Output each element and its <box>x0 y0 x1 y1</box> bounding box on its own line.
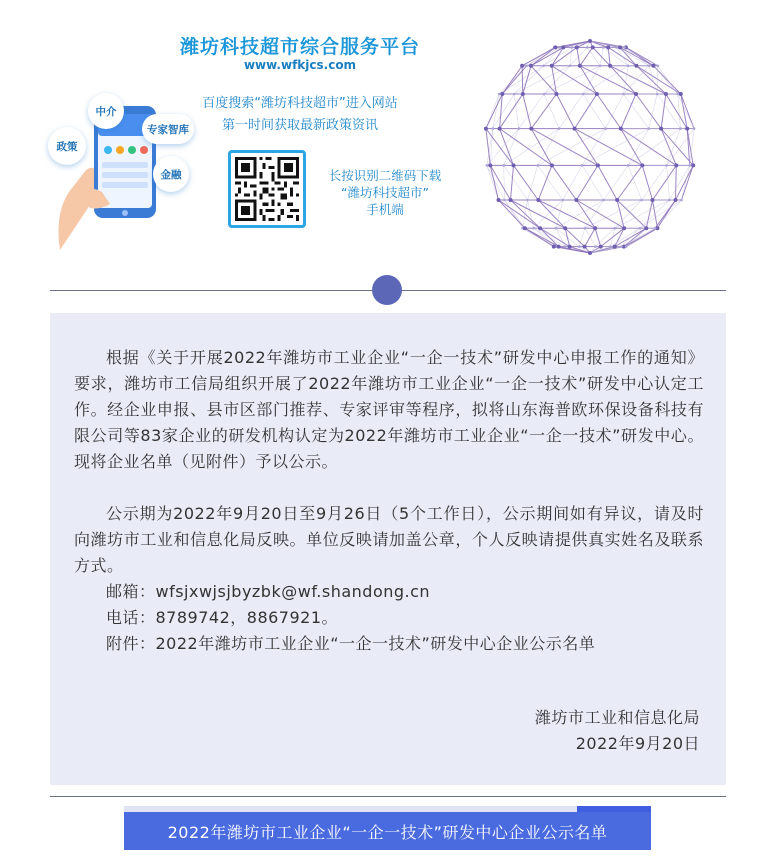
contact-email[interactable]: 邮箱：wfsjxwjsjbyzbk@wf.shandong.cn <box>106 582 431 601</box>
sphere-node <box>561 45 565 49</box>
sphere-edge <box>597 94 621 129</box>
sphere-node <box>502 164 505 167</box>
sphere-edge <box>661 94 666 129</box>
sphere-edge <box>617 165 642 200</box>
sphere-edge <box>500 129 552 166</box>
notice-paragraph-2: 公示期为2022年9月20日至9月26日（5个工作日），公示期间如有异议，请及时向潍坊市工业和信息化局反映。单位反映请加盖公章，个人反映请提供真实姓名及联系方式。 <box>74 504 704 575</box>
sphere-node <box>627 164 630 167</box>
sphere-node <box>520 64 524 68</box>
qr-code-icon <box>235 157 299 221</box>
sphere-edge <box>514 165 539 200</box>
sphere-node <box>615 198 619 202</box>
sphere-node <box>614 227 617 230</box>
sphere-edge <box>593 47 610 65</box>
sphere-edge <box>615 200 642 228</box>
section-divider-bottom <box>50 796 726 797</box>
sphere-edge <box>559 94 583 129</box>
promo-search-line: 百度搜索“潍坊科技超市”进入网站 <box>202 96 398 111</box>
sphere-node <box>691 163 695 167</box>
qr-caption-1: 长按识别二维码下载 <box>328 168 442 183</box>
sphere-edge <box>528 165 538 200</box>
sphere-edge <box>544 66 570 94</box>
sphere-node <box>573 127 577 131</box>
sphere-node <box>599 245 603 249</box>
sphere-edge <box>621 228 655 246</box>
sphere-edge <box>636 66 666 94</box>
sphere-node <box>559 46 562 49</box>
sphere-edge <box>649 94 658 129</box>
sphere-node <box>586 46 589 49</box>
sphere-edge <box>519 94 544 129</box>
sphere-edge <box>538 129 606 166</box>
sphere-node <box>529 127 533 131</box>
sphere-node <box>676 93 679 96</box>
sphere-edge <box>538 165 552 200</box>
network-sphere-graphic <box>478 35 702 259</box>
sphere-node <box>618 45 622 49</box>
sphere-node <box>563 226 567 230</box>
sphere-node <box>488 163 492 167</box>
sphere-edge <box>544 94 559 129</box>
sphere-node <box>509 198 513 202</box>
sphere-node <box>606 45 610 49</box>
sphere-edge <box>552 66 597 94</box>
sphere-node <box>685 127 689 131</box>
sphere-edge <box>655 200 681 228</box>
sphere-edge <box>487 165 505 200</box>
sphere-node <box>604 127 607 130</box>
sphere-node <box>536 198 540 202</box>
sphere-node <box>525 65 528 68</box>
sphere-edge <box>557 94 575 129</box>
qr-caption-2: “潍坊科技超市” <box>341 185 429 200</box>
attachment-title: 2022年潍坊市工业企业“一企一技术”研发中心企业公示名单 <box>167 822 608 842</box>
sphere-node <box>619 127 623 131</box>
sphere-node <box>578 245 581 248</box>
sphere-node <box>532 227 535 230</box>
sphere-node <box>674 198 678 202</box>
sphere-node <box>680 199 683 202</box>
expert-bubble: 专家智库 <box>142 114 194 144</box>
sphere-edge <box>490 165 498 200</box>
qr-caption-3: 手机端 <box>366 202 404 217</box>
sphere-node <box>588 251 592 255</box>
sphere-edge <box>625 47 658 65</box>
sphere-edge <box>575 94 597 129</box>
sphere-node <box>492 127 495 130</box>
qr-code[interactable] <box>228 150 306 228</box>
sphere-node <box>583 245 587 249</box>
promo-news-line: 第一时间获取最新政策资讯 <box>221 118 378 133</box>
sphere-node <box>620 245 623 248</box>
sphere-node <box>625 245 628 248</box>
sphere-node <box>555 92 559 96</box>
sphere-node <box>640 163 644 167</box>
sphere-edge <box>565 228 584 246</box>
sphere-edge <box>646 200 652 228</box>
sphere-edge <box>682 165 694 200</box>
signer-name: 潍坊市工业和信息化局 <box>534 708 700 727</box>
sphere-edge <box>621 129 677 166</box>
sphere-node <box>513 93 516 96</box>
sphere-node <box>497 198 501 202</box>
sphere-node <box>550 163 554 167</box>
policy-bubble: 政策 <box>48 127 86 165</box>
sphere-node <box>615 46 618 49</box>
sphere-node <box>575 45 579 49</box>
sphere-node <box>613 245 617 249</box>
sphere-edge <box>642 165 667 200</box>
sphere-node <box>599 65 602 68</box>
sphere-edge <box>514 94 519 129</box>
sphere-node <box>647 127 650 130</box>
sphere-edge <box>522 47 555 65</box>
intermediary-bubble: 中介 <box>88 93 124 129</box>
divider-dot <box>372 275 402 305</box>
sphere-node <box>562 199 565 202</box>
sphere-edge <box>583 94 605 129</box>
sphere-edge <box>523 94 532 129</box>
sphere-node <box>484 127 488 131</box>
sphere-edge <box>575 129 643 166</box>
sphere-edge <box>487 165 499 200</box>
promo-banner <box>0 0 760 270</box>
sphere-node <box>486 164 489 167</box>
sphere-node <box>521 92 525 96</box>
sphere-node <box>679 127 682 130</box>
sphere-node <box>584 227 587 230</box>
sphere-node <box>622 226 626 230</box>
sphere-edge <box>610 66 636 94</box>
sphere-edge <box>676 165 694 200</box>
sphere-node <box>627 65 630 68</box>
sphere-edge <box>504 129 560 166</box>
sphere-node <box>608 64 612 68</box>
contact-phone: 电话：8789742，8867921。 <box>106 608 339 627</box>
sphere-node <box>553 45 557 49</box>
sphere-edge <box>676 165 677 200</box>
sphere-edge <box>610 228 614 246</box>
sphere-node <box>596 163 600 167</box>
sphere-edge <box>628 129 680 166</box>
attachment-title-bar[interactable] <box>124 812 651 850</box>
sphere-edge <box>504 165 505 200</box>
sphere-edge <box>606 94 624 129</box>
sphere-node <box>568 245 572 249</box>
sphere-edge <box>538 200 595 228</box>
sphere-edge <box>681 94 694 129</box>
sphere-node <box>593 226 597 230</box>
sphere-node <box>543 93 546 96</box>
sphere-node <box>639 227 642 230</box>
sphere-edge <box>608 47 610 65</box>
sphere-node <box>594 245 597 248</box>
sphere-node <box>664 92 668 96</box>
sphere-node <box>569 65 572 68</box>
sphere-node <box>609 245 612 248</box>
notice-panel <box>50 313 726 785</box>
sphere-node <box>578 64 582 68</box>
sphere-node <box>574 198 578 202</box>
sphere-edge <box>531 47 563 65</box>
sphere-edge <box>575 129 598 166</box>
sphere-node <box>651 64 655 68</box>
sphere-node <box>591 45 595 49</box>
sphere-node <box>550 64 554 68</box>
sphere-edge <box>523 66 531 94</box>
sphere-edge <box>587 47 600 65</box>
sphere-edge <box>642 165 652 200</box>
sphere-edge <box>576 165 598 200</box>
sphere-node <box>512 163 516 167</box>
sphere-node <box>498 93 501 96</box>
sphere-edge <box>538 200 565 228</box>
sphere-node <box>518 127 521 130</box>
sphere-node <box>602 199 605 202</box>
finance-bubble: 金融 <box>153 156 189 192</box>
sphere-edge <box>570 47 572 65</box>
sign-date: 2022年9月20日 <box>575 734 700 753</box>
sphere-edge <box>649 66 657 94</box>
sphere-edge <box>502 66 522 94</box>
sphere-edge <box>624 94 649 129</box>
sphere-node <box>634 92 638 96</box>
sphere-node <box>622 93 625 96</box>
sphere-edge <box>585 200 642 228</box>
sphere-edge <box>499 200 525 228</box>
sphere-node <box>529 64 533 68</box>
sphere-node <box>523 226 527 230</box>
sphere-node <box>552 245 556 249</box>
sphere-node <box>640 199 643 202</box>
sphere-edge <box>621 94 636 129</box>
sphere-node <box>581 164 584 167</box>
sphere-node <box>668 199 671 202</box>
sphere-node <box>542 65 545 68</box>
sphere-edge <box>580 47 593 65</box>
sphere-edge <box>682 165 690 200</box>
sphere-node <box>623 46 626 49</box>
sphere-node <box>674 163 678 167</box>
sphere-node <box>503 199 506 202</box>
sphere-node <box>654 227 657 230</box>
sphere-node <box>688 164 691 167</box>
sphere-edge <box>577 47 580 65</box>
sphere-node <box>571 46 574 49</box>
sphere-node <box>595 92 599 96</box>
sphere-node <box>679 92 683 96</box>
sphere-edge <box>528 200 534 228</box>
sphere-node <box>536 164 539 167</box>
sphere-node <box>582 93 585 96</box>
sphere-node <box>657 65 660 68</box>
sphere-edge <box>525 228 559 246</box>
sphere-node <box>634 64 638 68</box>
sphere-node <box>665 164 668 167</box>
sphere-node <box>558 127 561 130</box>
sphere-node <box>555 227 558 230</box>
sphere-edge <box>511 165 514 200</box>
sphere-edge <box>636 94 661 129</box>
sphere-node <box>659 127 663 131</box>
platform-url[interactable]: www.wfkjcs.com <box>243 58 357 72</box>
attachment-line: 附件：2022年潍坊市工业企业“一企一技术”研发中心企业公示名单 <box>106 634 596 653</box>
notice-paragraph-1: 根据《关于开展2022年潍坊市工业企业“一企一技术”研发中心申报工作的通知》要求，潍坊市工信局组织开展了2022年潍坊市工业企业“一企一技术”研发中心认定工作。经企业申报、县市区部门推荐、专家评审等程序，拟将山东海普欧环保设备科技有限公司等83家企业的研发机构认定为2022年潍坊市工业企业“一企一技术”研发中心。现将企业名单（见附件）予以公示。 <box>74 348 704 471</box>
sphere-node <box>644 226 648 230</box>
sphere-edge <box>522 66 523 94</box>
sphere-node <box>500 92 504 96</box>
sphere-node <box>648 65 651 68</box>
sphere-node <box>498 127 502 131</box>
sphere-node <box>526 199 529 202</box>
sphere-node <box>693 127 696 130</box>
sphere-node <box>651 198 655 202</box>
sphere-edge <box>667 165 670 200</box>
sphere-node <box>588 39 592 43</box>
sphere-node <box>602 46 605 49</box>
sphere-node <box>538 226 542 230</box>
sphere-node <box>557 245 561 249</box>
sphere-edge <box>576 200 624 228</box>
sphere-node <box>656 93 659 96</box>
sphere-edge <box>531 94 556 129</box>
platform-title: 潍坊科技超市综合服务平台 <box>179 36 420 58</box>
sphere-node <box>564 245 567 248</box>
